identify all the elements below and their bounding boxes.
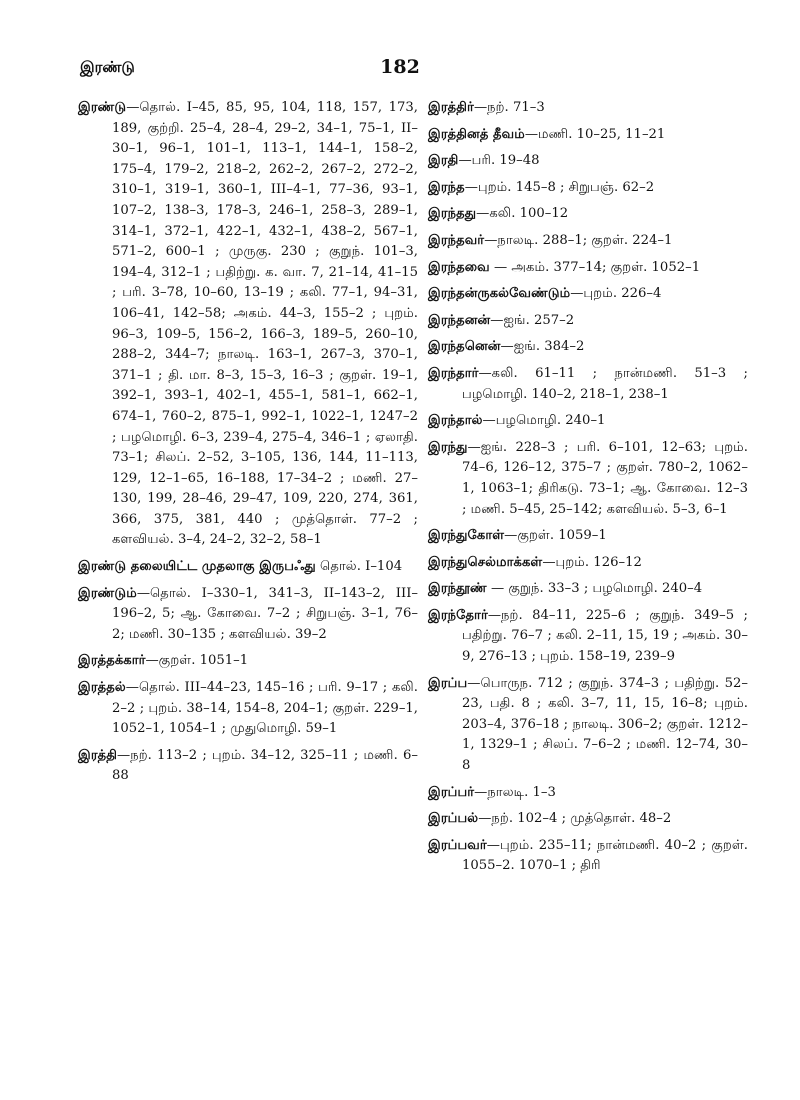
index-entry bbox=[428, 178, 748, 199]
page-number: 182 bbox=[380, 56, 420, 78]
index-entry bbox=[428, 151, 748, 172]
index-entry bbox=[428, 311, 748, 332]
entry-headword: இரந்தது bbox=[428, 206, 477, 222]
entry-references: — குறுந். 33–3 ; பழமொழி. 240–4 bbox=[486, 581, 703, 597]
entry-references: —புறம். 235–11; நான்மணி. 40–2 ; குறள். 1055–2. 1070–1 ; திரி bbox=[462, 837, 748, 874]
entry-references: தொல். I–104 bbox=[315, 559, 403, 575]
entry-references: —குறள். 1059–1 bbox=[504, 528, 607, 544]
entry-references: —குறள். 1051–1 bbox=[145, 653, 249, 669]
index-entry bbox=[428, 809, 748, 830]
entry-headword: இரந்துகோள் bbox=[428, 528, 505, 544]
index-entry bbox=[428, 284, 748, 305]
index-entry bbox=[428, 553, 748, 574]
index-entry bbox=[78, 584, 418, 646]
index-entry bbox=[428, 125, 748, 146]
entry-headword: இரந்தவை bbox=[428, 259, 490, 275]
index-entry bbox=[428, 579, 748, 600]
entry-references: —ஐங். 384–2 bbox=[500, 339, 585, 355]
index-entry bbox=[428, 204, 748, 225]
entry-headword: இரந்தூண் bbox=[428, 581, 487, 597]
entry-references: —பரி. 19–48 bbox=[458, 153, 540, 169]
entry-references: —நாலடி. 288–1; குறள். 224–1 bbox=[484, 232, 673, 248]
index-entry bbox=[428, 674, 748, 777]
entry-headword: இரண்டும் bbox=[78, 585, 137, 601]
index-entry bbox=[78, 557, 418, 578]
entry-references: —நற். 84–11, 225–6 ; குறுந். 349–5 ; பதிற்று. 76–7 ; கலி. 2–11, 15, 19 ; அகம். 30–9, 276–13 ; புறம். 158–19, 239–9 bbox=[462, 607, 748, 665]
entry-headword: இரந்தோர் bbox=[428, 607, 488, 623]
entry-references: —பொருந. 712 ; குறுந். 374–3 ; பதிற்று. 52–23, பதி. 8 ; கலி. 3–7, 11, 15, 16–8; புறம். 203–4, 376–18 ; நாலடி. 306–2; குறள். 1212–1, 1329–1 ; சிலப். 7–6–2 ; மணி. 12–74, 30–8 bbox=[462, 675, 748, 774]
entry-references: —நற். 113–2 ; புறம். 34–12, 325–11 ; மணி. 6–88 bbox=[112, 747, 418, 784]
entry-headword: இரதி bbox=[428, 153, 459, 169]
entry-references: —கலி. 100–12 bbox=[476, 206, 569, 222]
entry-headword: இரந்துசெல்மாக்கள் bbox=[428, 554, 543, 570]
right-column bbox=[428, 98, 748, 883]
index-entry bbox=[428, 231, 748, 252]
entry-headword: இரந்தால் bbox=[428, 413, 483, 429]
index-entry bbox=[78, 651, 418, 672]
entry-headword: இரப்பர் bbox=[428, 784, 475, 800]
entry-references: —ஐங். 257–2 bbox=[490, 312, 575, 328]
entry-references: —நற். 102–4 ; முத்தொள். 48–2 bbox=[478, 811, 672, 827]
index-entry bbox=[428, 438, 748, 520]
running-head: இரண்டு bbox=[80, 58, 135, 76]
entry-headword: இரந்தன்ருகல்வேண்டும் bbox=[428, 286, 571, 302]
index-entry bbox=[78, 678, 418, 740]
index-entry bbox=[428, 836, 748, 877]
entry-headword: இரந்தவர் bbox=[428, 232, 485, 248]
left-column bbox=[78, 98, 418, 793]
entry-references: —பழமொழி. 240–1 bbox=[482, 413, 606, 429]
entry-references: —புறம். 226–4 bbox=[570, 286, 662, 302]
entry-headword: இரந்தார் bbox=[428, 365, 479, 381]
entry-headword: இரத்தக்கார் bbox=[78, 653, 146, 669]
entry-headword: இரப்பவர் bbox=[428, 837, 487, 853]
entry-references: —நாலடி. 1–3 bbox=[474, 784, 556, 800]
index-entry bbox=[78, 98, 418, 551]
entry-headword: இரண்டு bbox=[78, 100, 127, 115]
index-entry bbox=[428, 411, 748, 432]
entry-headword: இரத்தல் bbox=[78, 680, 126, 696]
index-entry bbox=[428, 364, 748, 405]
entry-references: —தொல். III–44–23, 145–16 ; பரி. 9–17 ; கலி. 2–2 ; புறம். 38–14, 154–8, 204–1; குறள். 229–1, 1052–1, 1054–1 ; முதுமொழி. 59–1 bbox=[112, 680, 418, 737]
entry-references: —மணி. 10–25, 11–21 bbox=[524, 126, 666, 142]
entry-headword: இரந்த bbox=[428, 179, 465, 195]
entry-headword: இரத்திர் bbox=[428, 100, 474, 115]
entry-references: —நற். 71–3 bbox=[473, 100, 545, 115]
index-entry bbox=[428, 98, 748, 119]
entry-references: —தொல். I–330–1, 341–3, II–143–2, III–196–2, 5; ஆ. கோவை. 7–2 ; சிறுபஞ். 3–1, 76–2; மணி. 30–135 ; களவியல். 39–2 bbox=[112, 585, 418, 642]
entry-references: — அகம். 377–14; குறள். 1052–1 bbox=[489, 259, 701, 275]
entry-headword: இரந்து bbox=[428, 439, 468, 455]
entry-headword: இரத்தினத் தீவம் bbox=[428, 126, 525, 142]
entry-headword: இரப்பல் bbox=[428, 811, 479, 827]
entry-headword: இரண்டு தலையிட்ட முதலாகு இருபஃது bbox=[78, 559, 316, 575]
entry-headword: இரப்ப bbox=[428, 675, 468, 691]
index-entry bbox=[78, 746, 418, 787]
entry-references: —கலி. 61–11 ; நான்மணி. 51–3 ; பழமொழி. 140–2, 218–1, 238–1 bbox=[462, 365, 748, 402]
entry-references: —ஐங். 228–3 ; பரி. 6–101, 12–63; புறம். 74–6, 126–12, 375–7 ; குறள். 780–2, 1062–1, 1063–1; திரிகடு. 73–1; ஆ. கோவை. 12–3 ; மணி. 5–45, 25–142; களவியல். 5–3, 6–1 bbox=[462, 439, 748, 517]
entry-headword: இரத்தி bbox=[78, 747, 118, 763]
index-entry bbox=[428, 783, 748, 804]
index-entry bbox=[428, 606, 748, 668]
entry-headword: இரந்தனன் bbox=[428, 312, 491, 328]
index-entry bbox=[428, 258, 748, 279]
index-entry bbox=[428, 526, 748, 547]
entry-headword: இரந்தனென் bbox=[428, 339, 501, 355]
entry-references: —புறம். 145–8 ; சிறுபஞ். 62–2 bbox=[464, 179, 655, 195]
index-entry bbox=[428, 337, 748, 358]
entry-references: —புறம். 126–12 bbox=[542, 554, 642, 570]
entry-references: —தொல். I–45, 85, 95, 104, 118, 157, 173, 189, குற்றி. 25–4, 28–4, 29–2, 34–1, 75–1, II–30–1, 96–1, 101–1, 113–1, 144–1, 158–2, 175–4, 179–2, 218–2, 262–2, 267–2, 272–2, 310–1, 319–1, 360–1, III–4–1, 77–36, 93–1, 107–2, 138–3, 178–3, 246–1, 258–3, 289–1, 314–1, 372–1, 422–1, 432–1, 438–2, 567–1, 571–2, 600–1 ; முருகு. 230 ; குறுந். 101–3, 194–4, 312–1 ; பதிற்று. க. வா. 7, 21–14, 41–15 ; பரி. 3–78, 10–60, 13–19 ; கலி. 77–1, 94–31, 106–41, 142–58; அகம். 44–3, 155–2 ; புறம். 96–3, 109–5, 156–2, 166–3, 189–5, 260–10, 288–2, 344–7; நாலடி. 163–1, 267–3, 370–1, 371–1 ; தி. மா. 8–3, 15–3, 16–3 ; குறள். 19–1, 392–1, 393–1, 402–1, 455–1, 581–1, 662–1, 674–1, 760–2, 875–1, 992–1, 1022–1, 1247–2 ; பழமொழி. 6–3, 239–4, 275–4, 346–1 ; ஏலாதி. 73–1; சிலப். 2–52, 3–105, 136, 144, 11–113, 129, 12–1–65, 16–188, 17–34–2 ; மணி. 27–130, 199, 28–46, 29–47, 109, 220, 274, 361, 366, 375, 381, 440 ; முத்தொள். 77–2 ; களவியல். 3–4, 24–2, 32–2, 58–1 bbox=[112, 100, 418, 548]
